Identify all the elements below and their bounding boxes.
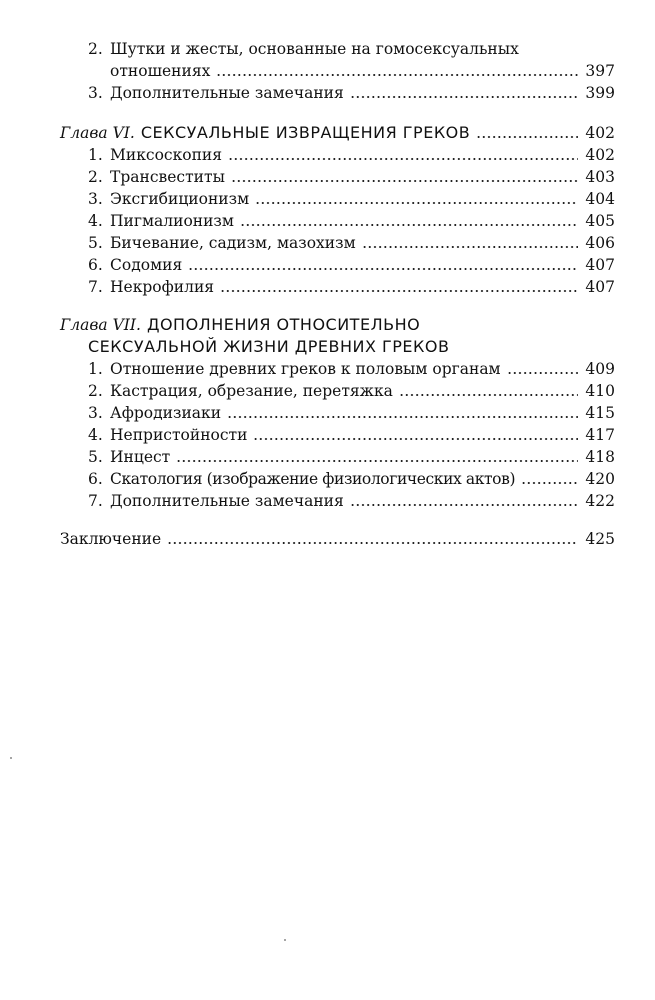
entry-title: Эксгибиционизм [110, 190, 250, 208]
chapter-heading [60, 122, 615, 144]
dot-leader [220, 281, 578, 293]
dot-leader [253, 429, 578, 441]
entry-number: 2. [88, 40, 103, 58]
dot-leader [507, 363, 578, 375]
entry-number: 4. [88, 212, 103, 230]
entry-number: 5. [88, 234, 103, 252]
dot-leader [188, 259, 578, 271]
entry-title: Инцест [110, 448, 171, 466]
entry-title: Шутки и жесты, основанные на гомосексуальных [110, 40, 519, 58]
entry-page: 420 [585, 470, 615, 488]
toc-entry [60, 188, 615, 210]
toc-entry [60, 490, 615, 512]
dot-leader [255, 193, 578, 205]
entry-page: 417 [585, 426, 615, 444]
toc-entry [60, 276, 615, 298]
entry-page: 418 [585, 448, 615, 466]
entry-title: Дополнительные замечания [110, 84, 344, 102]
toc-entry [60, 358, 615, 380]
entry-title: Отношение древних греков к половым органам [110, 360, 501, 378]
toc-entry [60, 210, 615, 232]
toc-entry [60, 254, 615, 276]
entry-number: 5. [88, 448, 103, 466]
entry-title: Бичевание, садизм, мазохизм [110, 234, 356, 252]
entry-title: Скатология (изображение физиологических актов) [110, 470, 516, 488]
entry-number: 2. [88, 168, 103, 186]
entry-number: 3. [88, 404, 103, 422]
entry-page: 409 [585, 360, 615, 378]
entry-page: 415 [585, 404, 615, 422]
dot-leader [227, 407, 578, 419]
entry-page: 404 [585, 190, 615, 208]
entry-page: 402 [585, 146, 615, 164]
dot-leader [228, 149, 578, 161]
entry-title: Афродизиаки [110, 404, 222, 422]
entry-title: Дополнительные замечания [110, 492, 344, 510]
entry-title: Миксоскопия [110, 146, 223, 164]
toc-entry [60, 38, 615, 60]
entry-number: 4. [88, 426, 103, 444]
conclusion-entry [60, 528, 615, 550]
scan-speck [10, 757, 12, 759]
chapter-word: Глава [60, 316, 108, 334]
toc-entry [60, 82, 615, 104]
conclusion-title: Заключение [60, 530, 162, 548]
entry-number: 2. [88, 382, 103, 400]
entry-title: Кастрация, обрезание, перетяжка [110, 382, 393, 400]
entry-page: 410 [585, 382, 615, 400]
entry-number: 3. [88, 190, 103, 208]
toc-entry [60, 380, 615, 402]
entry-title: Непристойности [110, 426, 248, 444]
dot-leader [231, 171, 578, 183]
toc-entry [60, 468, 615, 490]
dot-leader [240, 215, 578, 227]
entry-page: 399 [585, 84, 615, 102]
entry-number: 6. [88, 470, 103, 488]
toc-entry [60, 424, 615, 446]
entry-number: 7. [88, 492, 103, 510]
entry-page: 406 [585, 234, 615, 252]
entry-number: 1. [88, 360, 103, 378]
chapter-title-continued: СЕКСУАЛЬНОЙ ЖИЗНИ ДРЕВНИХ ГРЕКОВ [88, 337, 450, 356]
chapter-title: СЕКСУАЛЬНЫЕ ИЗВРАЩЕНИЯ ГРЕКОВ [140, 123, 471, 142]
entry-title: Пигмалионизм [110, 212, 234, 230]
dot-leader [476, 127, 578, 139]
dot-leader [176, 451, 578, 463]
toc-entry [60, 232, 615, 254]
dot-leader [399, 385, 578, 397]
conclusion-page: 425 [585, 530, 615, 548]
scan-speck [284, 939, 286, 941]
chapter-number: VI. [112, 124, 135, 142]
entry-page: 422 [585, 492, 615, 510]
dot-leader [350, 495, 578, 507]
toc-entry-continuation [60, 60, 615, 82]
toc-entry [60, 144, 615, 166]
entry-title: Содомия [110, 256, 183, 274]
chapter-word: Глава [60, 124, 108, 142]
entry-title-continued: отношениях [110, 62, 211, 80]
dot-leader [362, 237, 578, 249]
entry-page: 407 [585, 278, 615, 296]
toc-entry [60, 446, 615, 468]
entry-number: 3. [88, 84, 103, 102]
entry-page: 407 [585, 256, 615, 274]
dot-leader [216, 65, 578, 77]
dot-leader [350, 87, 578, 99]
entry-number: 1. [88, 146, 103, 164]
toc-entry [60, 166, 615, 188]
toc-entry [60, 402, 615, 424]
entry-number: 6. [88, 256, 103, 274]
dot-leader [167, 533, 578, 545]
dot-leader [521, 473, 578, 485]
chapter-heading-continuation [60, 336, 615, 358]
entry-title: Некрофилия [110, 278, 215, 296]
chapter-page: 402 [585, 124, 615, 142]
entry-page: 405 [585, 212, 615, 230]
entry-page: 403 [585, 168, 615, 186]
chapter-title: ДОПОЛНЕНИЯ ОТНОСИТЕЛЬНО [146, 315, 421, 334]
entry-title: Трансвеститы [110, 168, 225, 186]
chapter-number: VII. [112, 316, 141, 334]
entry-number: 7. [88, 278, 103, 296]
entry-page: 397 [585, 62, 615, 80]
chapter-heading [60, 314, 615, 336]
